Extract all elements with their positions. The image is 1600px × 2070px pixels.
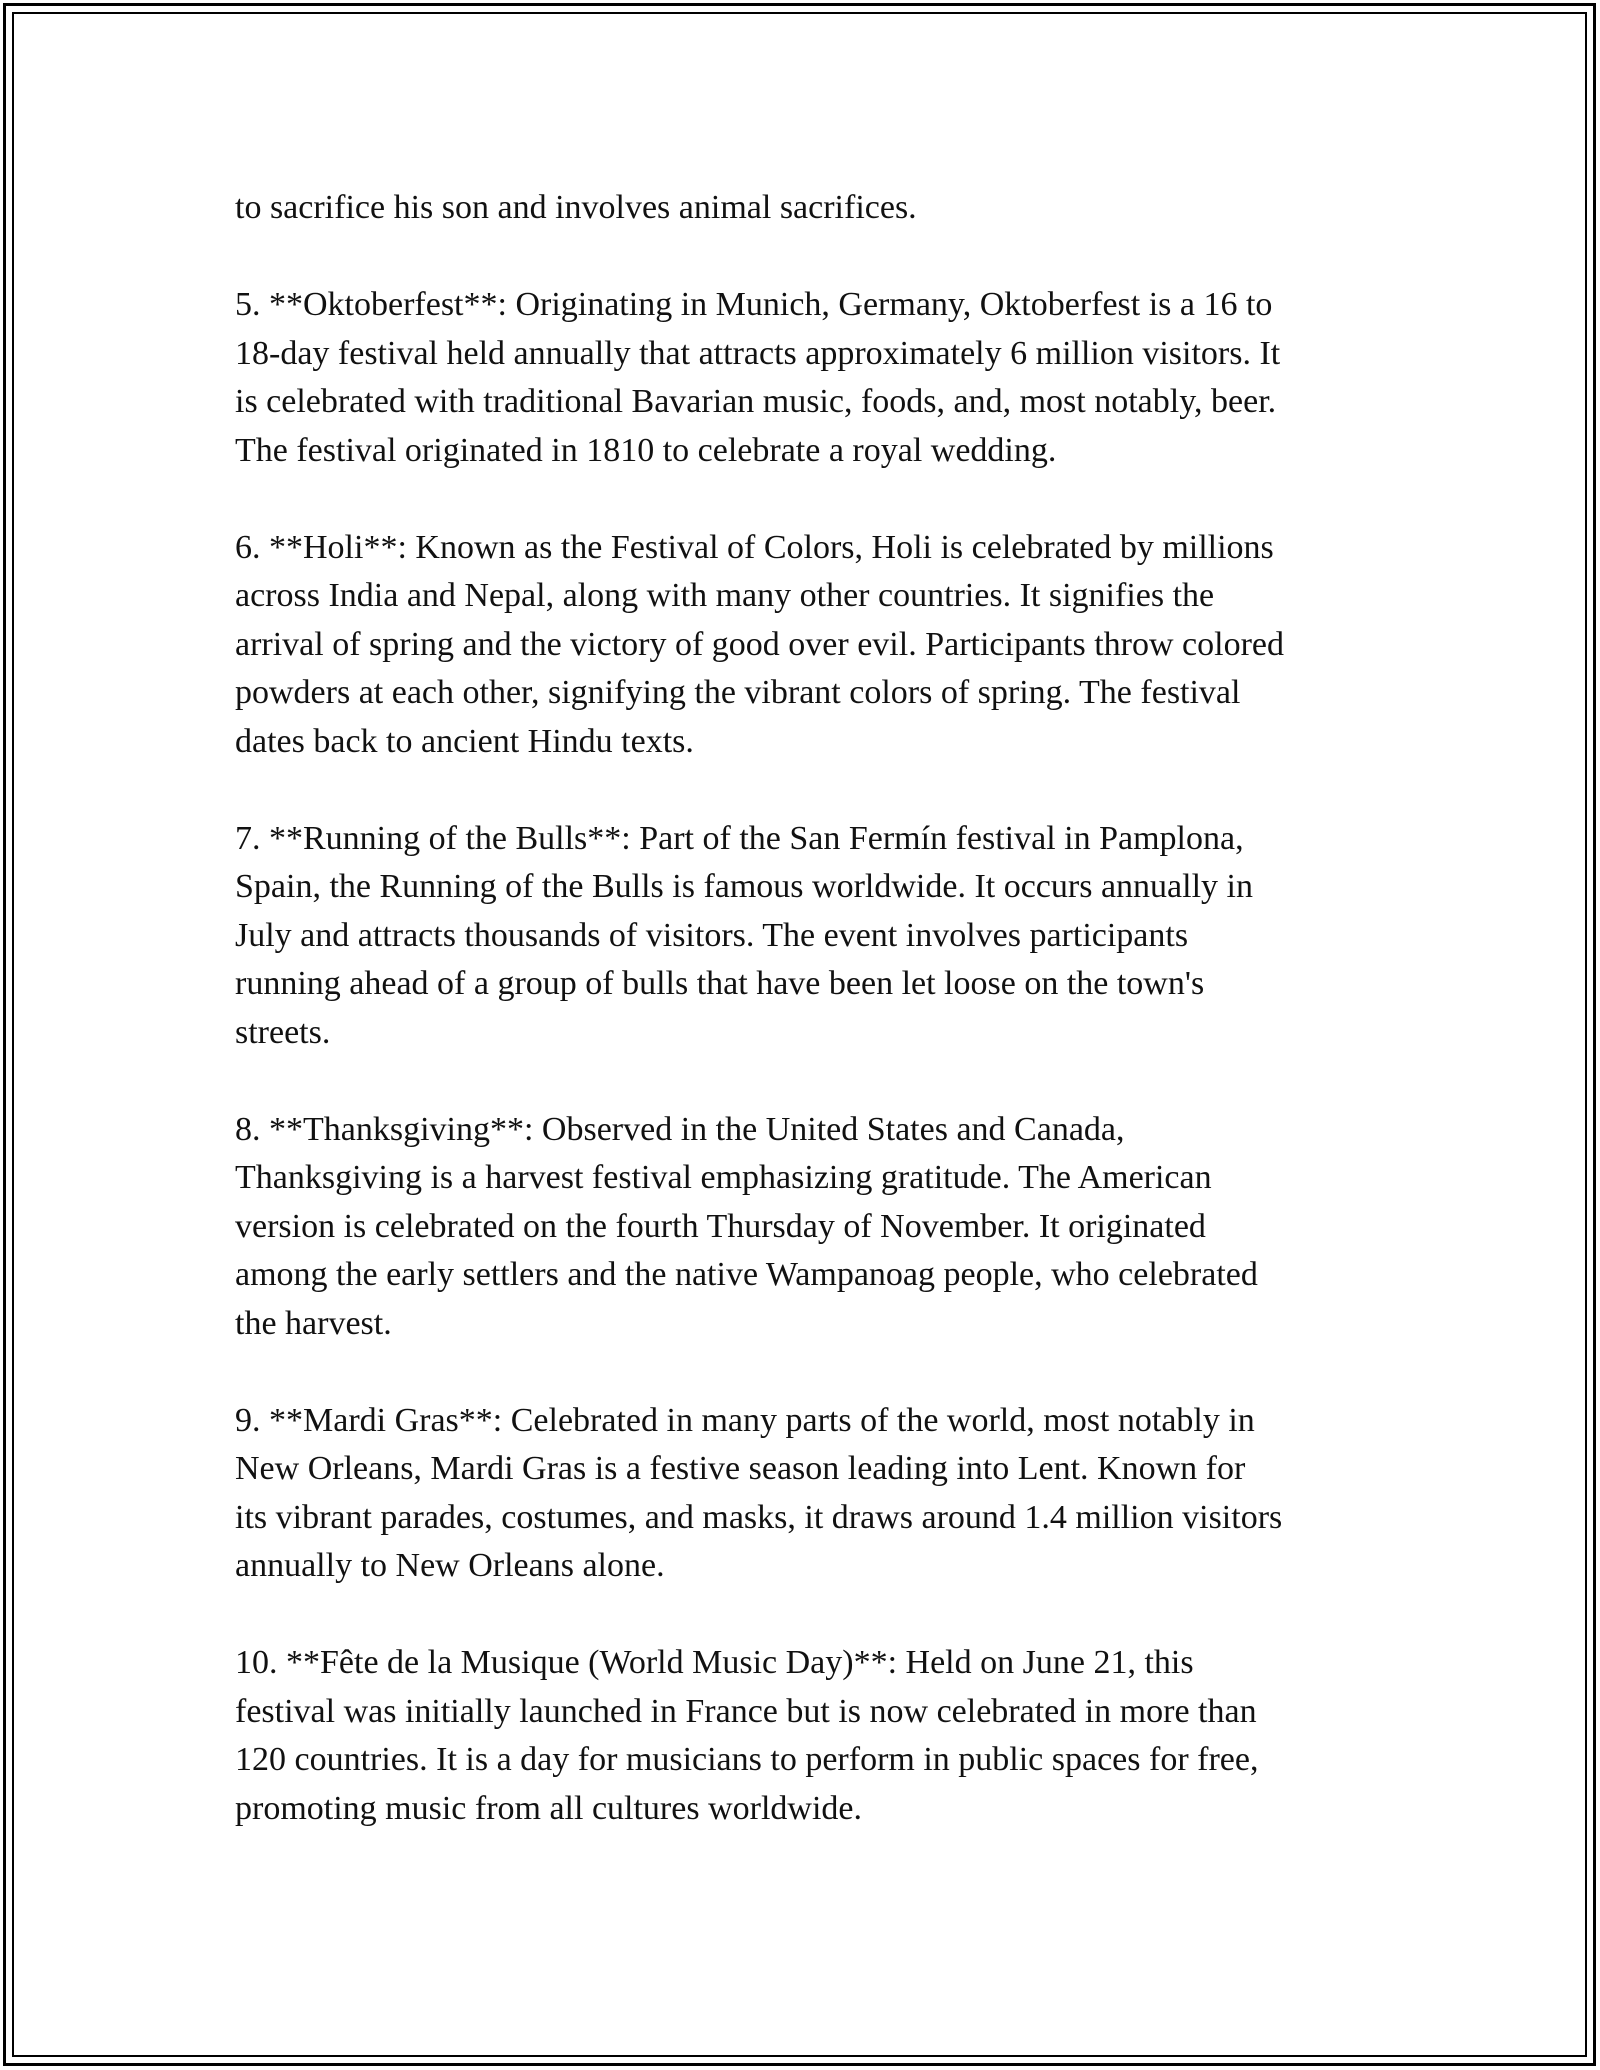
paragraph-holi: 6. **Holi**: Known as the Festival of Colors, Holi is celebrated by millions across India and Nepal, along with many other countries. It signifies the arrival of spring and the victory of good over evil. Participants throw colored powders at each other, signifying the vibrant colors of spring. The festival dates back to ancient Hindu texts. bbox=[235, 528, 1284, 760]
paragraph-thanksgiving: 8. **Thanksgiving**: Observed in the United States and Canada, Thanksgiving is a harvest festival emphasizing gratitude. The American version is celebrated on the fourth Thursday of November. It originated among the early settlers and the native Wampanoag people, who celebrated the harvest. bbox=[235, 1110, 1258, 1342]
paragraph-continuation: to sacrifice his son and involves animal sacrifices. bbox=[235, 189, 917, 226]
document-body bbox=[235, 184, 1400, 1833]
paragraph-oktoberfest: 5. **Oktoberfest**: Originating in Munich, Germany, Oktoberfest is a 16 to 18-day festival held annually that attracts approximately 6 million visitors. It is celebrated with traditional Bavarian music, foods, and, most notably, beer. The festival originated in 1810 to celebrate a royal wedding. bbox=[235, 286, 1281, 469]
paragraph-mardi-gras: 9. **Mardi Gras**: Celebrated in many parts of the world, most notably in New Orleans, Mardi Gras is a festive season leading into Lent. Known for its vibrant parades, costumes, and masks, it draws around 1.4 million visitors annually to New Orleans alone. bbox=[235, 1401, 1283, 1584]
paragraph-fete-de-la-musique: 10. **Fête de la Musique (World Music Day)**: Held on June 21, this festival was initially launched in France but is now celebrated in more than 120 countries. It is a day for musicians to perform in public spaces for free, promoting music from all cultures worldwide. bbox=[235, 1644, 1259, 1827]
paragraph-running-of-the-bulls: 7. **Running of the Bulls**: Part of the San Fermín festival in Pamplona, Spain, the Running of the Bulls is famous worldwide. It occurs annually in July and attracts thousands of visitors. The event involves participants running ahead of a group of bulls that have been let loose on the town's streets. bbox=[235, 819, 1253, 1051]
